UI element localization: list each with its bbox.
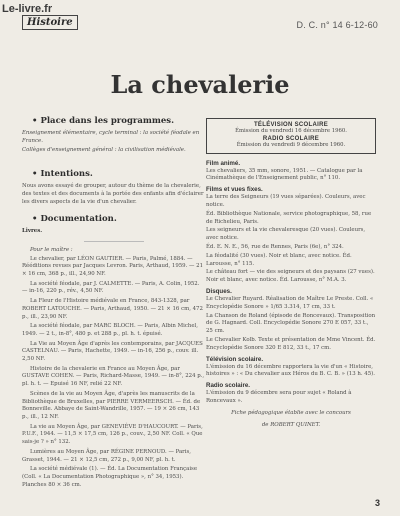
tv-date: Émission du vendredi 16 décembre 1960. [235, 128, 347, 134]
fixes-item: Les seigneurs et la vie chevaleresque (20 vues). Couleurs, avec notice. [206, 227, 366, 242]
fixes-item: Éd. Bibliothèque Nationale, service photographique, 58, rue de Richelieu, Paris. [206, 210, 372, 225]
bibliography-entry: La Fleur de l'Histoire médiévale en France, 843-1328, par ROBERT LATOUCHE. — Paris, Arthaud, 1950. — 21 × 16 cm, 472 p., ill., 23,90 NF. [22, 298, 203, 320]
bibliography-entry: Le chevalier, par LÉON GAUTIER. — Paris, Palmé, 1884. — Rééditions revues par Jacques Levron. Paris, Arthaud, 1959. — 21 × 16 cm, 368 p., ill., 24,90 NF. [22, 255, 204, 278]
disques-heading: Disques. [206, 287, 232, 295]
radio-heading: Radio scolaire. [206, 382, 251, 390]
tv-text: L'émission du 16 décembre rapportera la vie d'un « Histoire, histoires » : « Du chevalier aux Héros du B. C. B. » (13 h. 45). [206, 363, 375, 378]
right-column [206, 118, 376, 429]
documentation-heading: • Documentation. [32, 214, 117, 225]
bullet-icon: • [32, 214, 38, 225]
books-label: Livres. [22, 228, 43, 235]
fixes-item: Éd. E. N. E., 56, rue de Rennes, Paris (6e), n° 324. [206, 243, 344, 250]
bibliography-entry: La vie au Moyen Âge, par GENEVIÈVE D'HAUCOURT. — Paris, P.U.F., 1944. — 11,5 × 17,5 cm, 126 p., couv., 2,50 NF. Coll. « Que sais-je ? » n° 132. [22, 423, 203, 446]
disque-item: La Chanson de Roland (épisode de Roncevaux). Transposition de G. Hagnard. Coll. Encyclopédie Sonore 270 E 057, 33 t., 25 cm. [206, 312, 376, 335]
place-paragraph: Enseignement élémentaire, cycle terminal : la société féodale en France. [22, 130, 200, 144]
bibliography-entry: La société médiévale (1). — Éd. La Documentation Française (Coll. « La Documentation Photographique », n° 34, 1953). Planches 80 × 36 cm. [22, 466, 198, 488]
disque-item: Le Chevalier Ruyard. Réalisation de Maître Le Preste. Coll. « Encyclopédie Sonore » 1/65 3.314, 17 cm, 33 t. [206, 295, 374, 310]
radio-title: RADIO SCOLAIRE [262, 135, 320, 142]
tv-heading: Télévision scolaire. [206, 355, 264, 363]
page-title: La chevalerie [110, 70, 290, 99]
bibliography-entry: La société féodale, par J. CALMETTE. — Paris, A. Colin, 1952. — in-16, 220 p., rév., 4,50 NF. [22, 280, 200, 295]
bibliography-entry: La Vie au Moyen Âge d'après les contemporains, par JACQUES CASTELNAU. — Paris, Hachette, 1949. — in-16, 256 p., couv. ill. 2,50 NF. [22, 340, 203, 363]
radio-text: L'émission du 9 décembre sera pour sujet « Roland à Roncevaux ». [206, 390, 352, 404]
bibliography-entry: La société féodale, par MARC BLOCH. — Paris, Albin Michel, 1949. — 2 t., in-8°, 480 p. et 288 p., pl. h. t. épuisé. [22, 323, 198, 337]
fixes-item: Le château fort — vie des seigneurs et des paysans (27 vues). Noir et blanc, avec notice. Éd. Larousse, n° M.A. 3. [206, 269, 375, 284]
fixes-item: La féodalité (30 vues). Noir et blanc, avec notice. Éd. Larousse, n° 115. [206, 252, 352, 267]
tv-title: TÉLÉVISION SCOLAIRE [253, 122, 329, 128]
intentions-text: Nous avons essayé de grouper, autour du thème de la chevalerie, des textes et des documents à la portée des enfants afin d'éclairer les divers aspects de la vie d'un chevalier. [22, 183, 204, 205]
fixes-heading: Films et vues fixes. [206, 186, 263, 194]
place-paragraph: Collèges d'enseignement général : la civilisation médiévale. [22, 147, 186, 154]
radio-date: Émission du vendredi 9 décembre 1960. [236, 141, 346, 148]
left-column [22, 110, 205, 491]
bullet-icon: • [32, 169, 38, 180]
film-heading: Film animé. [206, 159, 241, 167]
broadcast-box [206, 118, 376, 154]
bullet-icon: • [32, 116, 38, 126]
bibliography-entry: Histoire de la chevalerie en France au Moyen Âge, par GUSTAVE COHEN. — Paris, Richard-Masse, 1949. — in-8°, 224 p., pl. h. t. — Epuisé 16 NF, relié 22 NF. [22, 365, 205, 388]
disque-item: Le Chevalier Kolb. Texte et présentation de Mme Vincent. Éd. Encyclopédie Sonore 320 E 812, 33 t., 17 cm. [206, 336, 376, 351]
place-heading: • Place dans les programmes. [32, 116, 175, 126]
fixes-item: La terre des Seigneurs (19 vues séparées). Couleurs, avec notice. [206, 194, 366, 208]
film-text: Les chevaliers, 35 mm, sonore, 1951. — Catalogue par la Cinémathèque de l'Enseignement public, n° 110. [206, 167, 363, 182]
bibliography-entry: Lumières au Moyen Âge, par RÉGINE PERNOUD. — Paris, Grasset, 1944. — 21 × 12,5 cm, 272 p., 9,00 NF, pl. h. t. [22, 448, 191, 463]
reference-number: D. C. n° 14 6-12-60 [296, 20, 378, 30]
credit-line-1: Fiche pédagogique établie avec le concours [231, 409, 351, 416]
credit-line-2: de ROBERT QUINET. [261, 421, 321, 428]
intentions-heading: • Intentions. [32, 169, 93, 180]
bibliography-entry: Scènes de la vie au Moyen Âge, d'après les manuscrits de la Bibliothèque de Bruxelles, par PIERRE VERMEERSCH. — Éd. de Bonneville. Abbaye de Saint-Wandrille, 1957. — 19 × 26 cm, 143 p., ill., 12 NF. [22, 390, 201, 420]
page-number: 3 [374, 498, 380, 508]
teacher-label: Pour le maître : [30, 246, 73, 253]
divider [84, 241, 144, 242]
rubric-badge: Histoire [22, 15, 78, 30]
watermark: Le-livre.fr [2, 3, 53, 15]
